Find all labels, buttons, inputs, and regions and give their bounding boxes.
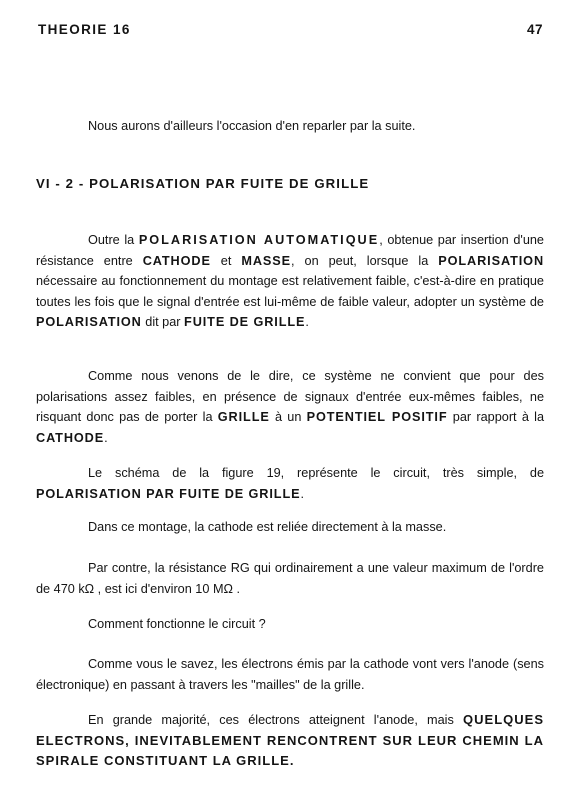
p1-emph-5: POLARISATION [36, 315, 142, 329]
p1-text-6: dit par [141, 315, 185, 329]
p5-text: Par contre, la résistance RG qui ordinairement a une valeur maximum de l'ordre de 470 kΩ , est ici d'environ 10 MΩ . [36, 561, 544, 596]
p8-text-1: En grande majorité, ces électrons atteignent l'anode, mais [88, 713, 464, 727]
paragraph-6 [36, 614, 544, 635]
p2-emph-2: POTENTIEL POSITIF [306, 410, 448, 424]
p3-text-1: Le schéma de la figure 19, représente le circuit, très simple, de [88, 466, 544, 480]
p1-emph-1: POLARISATION AUTOMATIQUE [138, 233, 380, 247]
intro-text: Nous aurons d'ailleurs l'occasion d'en reparler par la suite. [88, 119, 416, 133]
p1-text-3: et [210, 253, 242, 268]
p1-emph-4: POLARISATION [438, 253, 545, 268]
p3-emph-1: POLARISATION PAR FUITE DE GRILLE [36, 486, 301, 501]
p2-emph-1: GRILLE [217, 410, 270, 424]
page-number: 47 [526, 22, 543, 37]
p7-text: Comme vous le savez, les électrons émis par la cathode vont vers l'anode (sens électronique) en passant à travers les "mailles" de la grille. [36, 657, 544, 692]
paragraph-4 [36, 517, 544, 538]
p1-text-7: . [305, 315, 309, 329]
paragraph-5 [36, 558, 544, 599]
paragraph-8 [36, 710, 544, 772]
chapter-title: THEORIE 16 [38, 22, 131, 37]
p1-text-5: nécessaire au fonctionnement du montage est relativement faible, c'est-à-dire en pratique toutes les fois que le signal d'entrée est lui-même de faible valeur, adopter un système de [36, 274, 544, 309]
p3-text-2: . [300, 486, 304, 501]
p2-text-4: . [104, 430, 108, 445]
paragraph-3 [36, 463, 544, 504]
p1-text-4: , on peut, lorsque la [291, 253, 439, 268]
p2-text-3: par rapport à la [447, 410, 545, 424]
p6-text: Comment fonctionne le circuit ? [88, 617, 266, 631]
p1-emph-6: FUITE DE GRILLE [184, 315, 306, 329]
section-heading: VI - 2 - POLARISATION PAR FUITE DE GRILLE [36, 176, 370, 191]
paragraph-1 [36, 230, 544, 333]
paragraph-7 [36, 654, 544, 695]
p2-emph-3: CATHODE [36, 430, 105, 445]
p2-text-2: à un [269, 410, 307, 424]
p1-emph-3: MASSE [241, 253, 291, 268]
p1-text-2: , obtenue par insertion d'une résistance entre [36, 233, 544, 268]
p1-emph-2: CATHODE [142, 253, 211, 268]
page-header [38, 22, 543, 42]
p4-text: Dans ce montage, la cathode est reliée directement à la masse. [88, 520, 447, 534]
p2-text-1: Comme nous venons de le dire, ce système ne convient que pour des polarisations assez faibles, en présence de signaux d'entrée eux-mêmes faibles, ne risquant donc pas de porter la [36, 369, 544, 424]
intro-paragraph [36, 116, 544, 137]
p1-text-1: Outre la [88, 233, 139, 247]
p8-emph-1: QUELQUES ELECTRONS, INEVITABLEMENT RENCONTRENT SUR LEUR CHEMIN LA SPIRALE CONSTITUANT LA GRILLE. [36, 712, 544, 768]
paragraph-2 [36, 366, 544, 448]
